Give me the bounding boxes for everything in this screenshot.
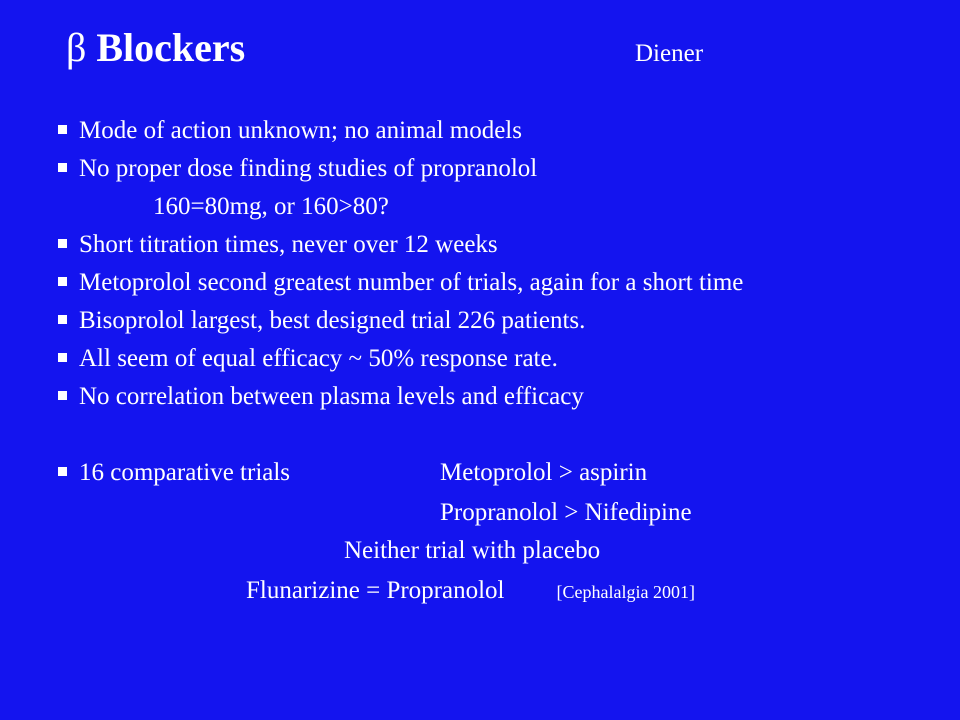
bullet-marker (58, 239, 67, 248)
comparative-label: 16 comparative trials (58, 458, 290, 488)
author-name: Diener (635, 40, 704, 67)
beta-symbol: β (66, 25, 87, 70)
bullet-item: No proper dose finding studies of propranolol (58, 154, 537, 184)
title-text: Blockers (96, 25, 246, 70)
comparative-result-1: Metoprolol > aspirin (440, 459, 648, 486)
citation-reference: [Cephalalgia 2001] (556, 582, 695, 602)
bullet-marker (58, 125, 67, 134)
bullet-marker (58, 315, 67, 324)
bullet-item: No correlation between plasma levels and efficacy (58, 382, 584, 412)
comparative-note: Neither trial with placebo (344, 537, 601, 564)
comparative-result-3: Flunarizine = Propranolol [Cephalalgia 2001] (246, 577, 695, 604)
bullet-marker (58, 391, 67, 400)
bullet-marker (58, 353, 67, 362)
bullet-marker (58, 163, 67, 172)
bullet-marker (58, 277, 67, 286)
slide-title (66, 24, 245, 71)
bullet-item: Mode of action unknown; no animal models (58, 116, 522, 146)
bullet-item: Bisoprolol largest, best designed trial 226 patients. (58, 306, 585, 336)
dose-note: 160=80mg, or 160>80? (153, 193, 389, 220)
bullet-item: All seem of equal efficacy ~ 50% response rate. (58, 344, 558, 374)
bullet-item: Short titration times, never over 12 weeks (58, 230, 498, 260)
bullet-item: Metoprolol second greatest number of trials, again for a short time (58, 268, 743, 298)
comparative-result-2: Propranolol > Nifedipine (440, 499, 692, 526)
bullet-marker (58, 467, 67, 476)
